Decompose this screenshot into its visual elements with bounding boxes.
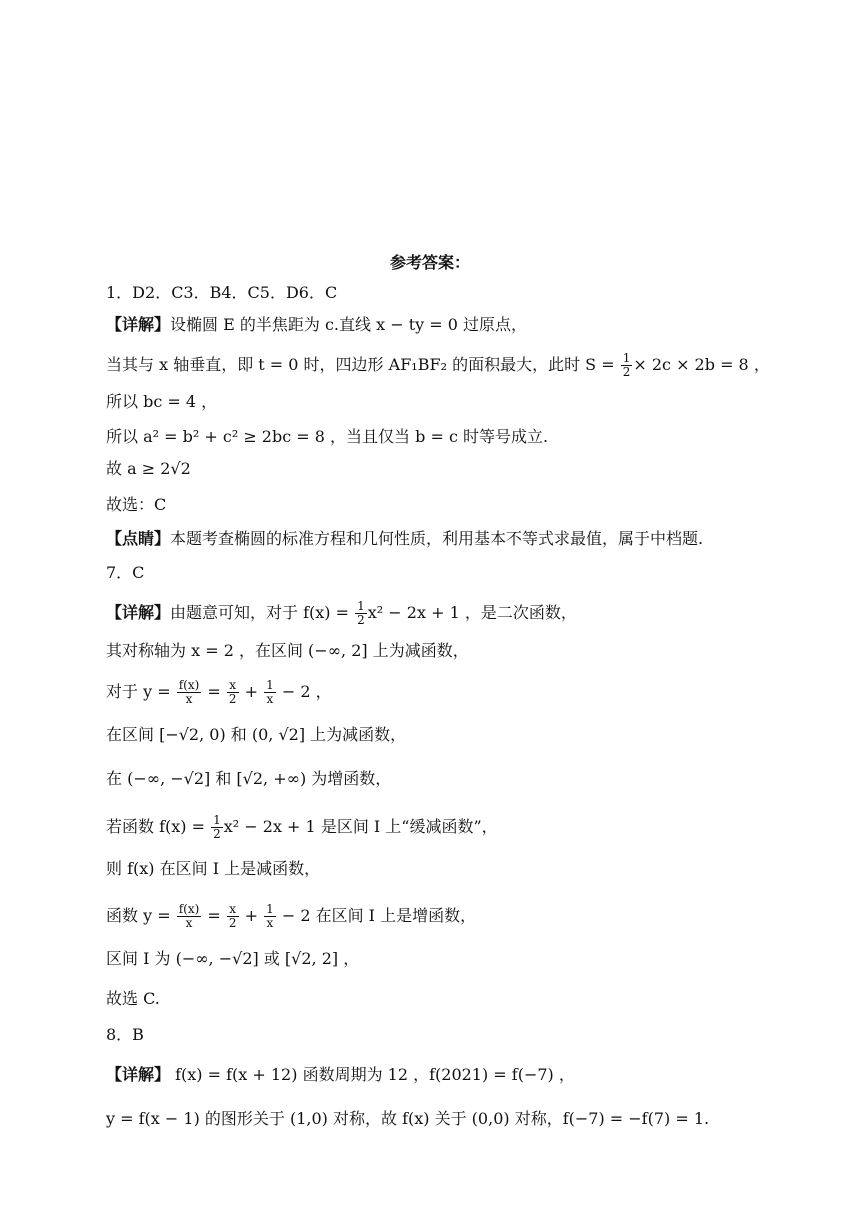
fraction: $\frac{1}{2}$ (622, 351, 631, 379)
q7-line-7: 则 f(x) 在区间 I 上是减函数， (106, 859, 321, 878)
q8-line-1 (106, 1064, 575, 1086)
fraction: $\frac{1}{2}$ (213, 813, 221, 841)
q6-text-1: 设椭圆 E 的半焦距为 c.直线 x − ty = 0 过原点， (170, 315, 528, 334)
page-title: 参考答案： (389, 253, 470, 272)
detail-tag: 【详解】 (106, 1065, 171, 1084)
tip-tag: 【点睛】 (106, 529, 171, 548)
q7-text-1a: 由题意可知，对于 f(x) = (170, 603, 355, 622)
fraction: $\frac{1}{x}$ (266, 902, 274, 930)
q8-text-1: f(x) = f(x + 12) 函数周期为 12 ，f(2021) = f(−7) ， (170, 1065, 575, 1084)
detail-tag: 【详解】 (106, 603, 171, 622)
q7-line-6: 若函数 f(x) = $\frac{1}{2}$ x² − 2x + 1 是区间 I 上“缓减函数”， (106, 813, 498, 841)
fraction: $\frac{1}{2}$ (357, 599, 365, 627)
fraction: $\frac{f(x)}{x}$ (178, 678, 200, 706)
q7-line-3: 对于 y = $\frac{f(x)}{x}$ = $\frac{x}{2}$ + $\frac{1}{x}$ − 2 ， (106, 678, 332, 706)
fraction: $\frac{x}{2}$ (228, 678, 237, 706)
q6-text-2b: × 2c × 2b = 8 ， (633, 355, 770, 374)
q6-line-3: 所以 bc = 4 ， (106, 392, 218, 411)
q6-line-2 (106, 352, 770, 379)
q8-line-2: y = f(x − 1) 的图形关于 (1,0) 对称，故 f(x) 关于 (0,0) 对称，f(−7) = −f(7) = 1. (106, 1109, 710, 1128)
q7-heading: 7．C (106, 563, 145, 582)
detail-tag: 【详解】 (106, 315, 171, 334)
fraction: $\frac{x}{2}$ (228, 902, 237, 930)
q6-line-5: 故 a ≥ 2√2 (106, 459, 191, 478)
q7-line-5: 在 (−∞, −√2] 和 [√2, +∞) 为增函数， (106, 769, 392, 788)
q8-heading: 8．B (106, 1025, 144, 1044)
q6-line-6: 故选：C (106, 495, 167, 514)
q7-line-8: 函数 y = $\frac{f(x)}{x}$ = $\frac{x}{2}$ + $\frac{1}{x}$ − 2 在区间 I 上是增函数， (106, 902, 477, 930)
q7-line-9: 区间 I 为 (−∞, −√2] 或 [√2, 2] ， (106, 949, 360, 968)
q6-line-1 (106, 314, 527, 336)
q6-line-4: 所以 a² = b² + c² ≥ 2bc = 8 ，当且仅当 b = c 时等号成立. (106, 427, 549, 446)
tip-text: 本题考查椭圆的标准方程和几何性质，利用基本不等式求最值，属于中档题. (170, 529, 704, 548)
fraction: $\frac{f(x)}{x}$ (178, 902, 200, 930)
q6-tip-line (106, 528, 703, 550)
answers-row: 1．D2．C3．B4．C5．D6．C (106, 283, 338, 302)
q7-line-10: 故选 C. (106, 989, 160, 1008)
q7-line-2: 其对称轴为 x = 2 ，在区间 (−∞, 2] 上为减函数， (106, 641, 469, 660)
fraction: $\frac{1}{x}$ (266, 678, 274, 706)
q7-line-1 (106, 600, 577, 627)
q7-line-4: 在区间 [−√2, 0) 和 (0, √2] 上为减函数， (106, 725, 407, 744)
q6-text-2a: 当其与 x 轴垂直，即 t = 0 时，四边形 AF₁BF₂ 的面积最大，此时 S = (106, 355, 620, 374)
q7-text-1b: x² − 2x + 1 ，是二次函数， (367, 603, 577, 622)
